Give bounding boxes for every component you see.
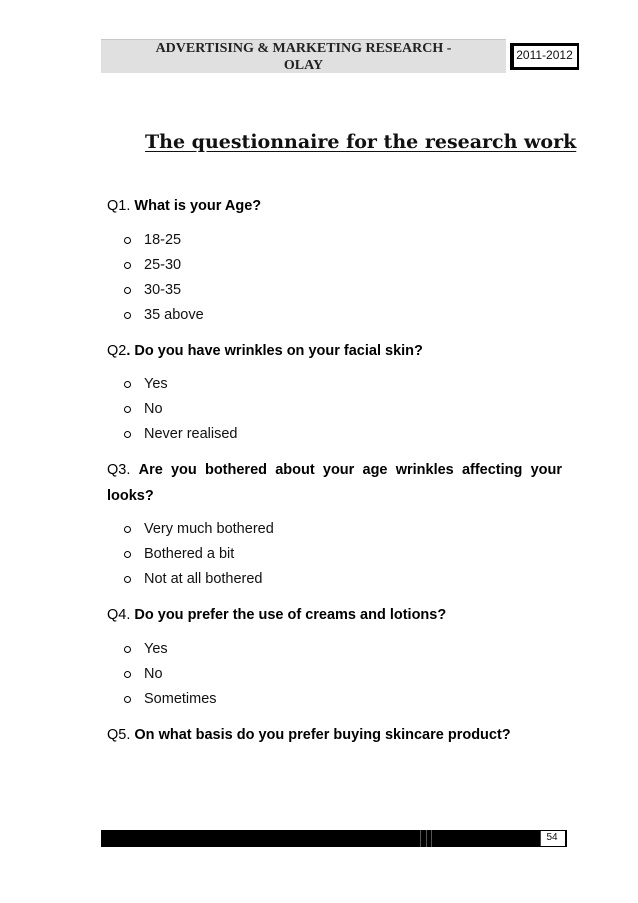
option-label: Bothered a bit (144, 546, 235, 562)
page-number: 54 (546, 832, 558, 843)
question-text: What is your Age? (134, 198, 262, 214)
option-item (124, 637, 217, 662)
option-label: 25-30 (144, 257, 182, 273)
bullet-icon (124, 431, 131, 438)
option-item (124, 397, 238, 422)
bullet-icon (124, 237, 131, 244)
bullet-icon (124, 671, 131, 678)
bullet-icon (124, 646, 131, 653)
option-item (124, 303, 204, 328)
footer-divider (420, 830, 421, 847)
header-title-line1: ADVERTISING & MARKETING RESEARCH - (155, 41, 452, 56)
option-item (124, 278, 204, 303)
footer-bar (101, 830, 567, 847)
header-title (101, 40, 506, 74)
option-item (124, 372, 238, 397)
option-item (124, 253, 204, 278)
option-item (124, 662, 217, 687)
question-1 (107, 193, 562, 219)
option-label: Sometimes (144, 691, 217, 707)
page-title: The questionnaire for the research work (145, 131, 577, 153)
option-label: 30-35 (144, 282, 182, 298)
question-number: Q4. (107, 607, 131, 623)
question-5 (107, 722, 562, 748)
option-item (124, 687, 217, 712)
footer-divider (426, 830, 427, 847)
bullet-icon (124, 406, 131, 413)
option-item (124, 567, 274, 592)
option-label: No (144, 666, 163, 682)
header-title-line2: OLAY (283, 58, 324, 73)
question-4 (107, 602, 562, 628)
bullet-icon (124, 526, 131, 533)
options-list-q4 (124, 637, 217, 712)
question-text: . Do you have wrinkles on your facial skin? (126, 343, 423, 359)
question-number: Q3. (107, 462, 131, 478)
bullet-icon (124, 287, 131, 294)
option-label: No (144, 401, 163, 417)
bullet-icon (124, 576, 131, 583)
option-label: Very much bothered (144, 521, 274, 537)
options-list-q2 (124, 372, 238, 447)
question-3 (107, 457, 562, 509)
header-year: 2011-2012 (516, 48, 573, 62)
option-label: Not at all bothered (144, 571, 263, 587)
question-2 (107, 338, 562, 364)
footer-divider (431, 830, 432, 847)
option-item (124, 517, 274, 542)
bullet-icon (124, 262, 131, 269)
bullet-icon (124, 381, 131, 388)
bullet-icon (124, 312, 131, 319)
question-text: Do you prefer the use of creams and lotions? (134, 607, 447, 623)
option-label: Yes (144, 376, 168, 392)
option-item (124, 422, 238, 447)
question-number: Q5. (107, 727, 131, 743)
question-text: Are you bothered about your age wrinkles affecting your looks? (107, 462, 562, 504)
option-label: 35 above (144, 307, 204, 323)
option-item (124, 542, 274, 567)
option-item (124, 228, 204, 253)
option-label: 18-25 (144, 232, 182, 248)
options-list-q1 (124, 228, 204, 328)
bullet-icon (124, 551, 131, 558)
options-list-q3 (124, 517, 274, 592)
option-label: Never realised (144, 426, 238, 442)
question-number: Q1. (107, 198, 131, 214)
option-label: Yes (144, 641, 168, 657)
question-text: On what basis do you prefer buying skincare product? (134, 727, 511, 743)
question-number: Q2 (107, 343, 127, 359)
bullet-icon (124, 696, 131, 703)
